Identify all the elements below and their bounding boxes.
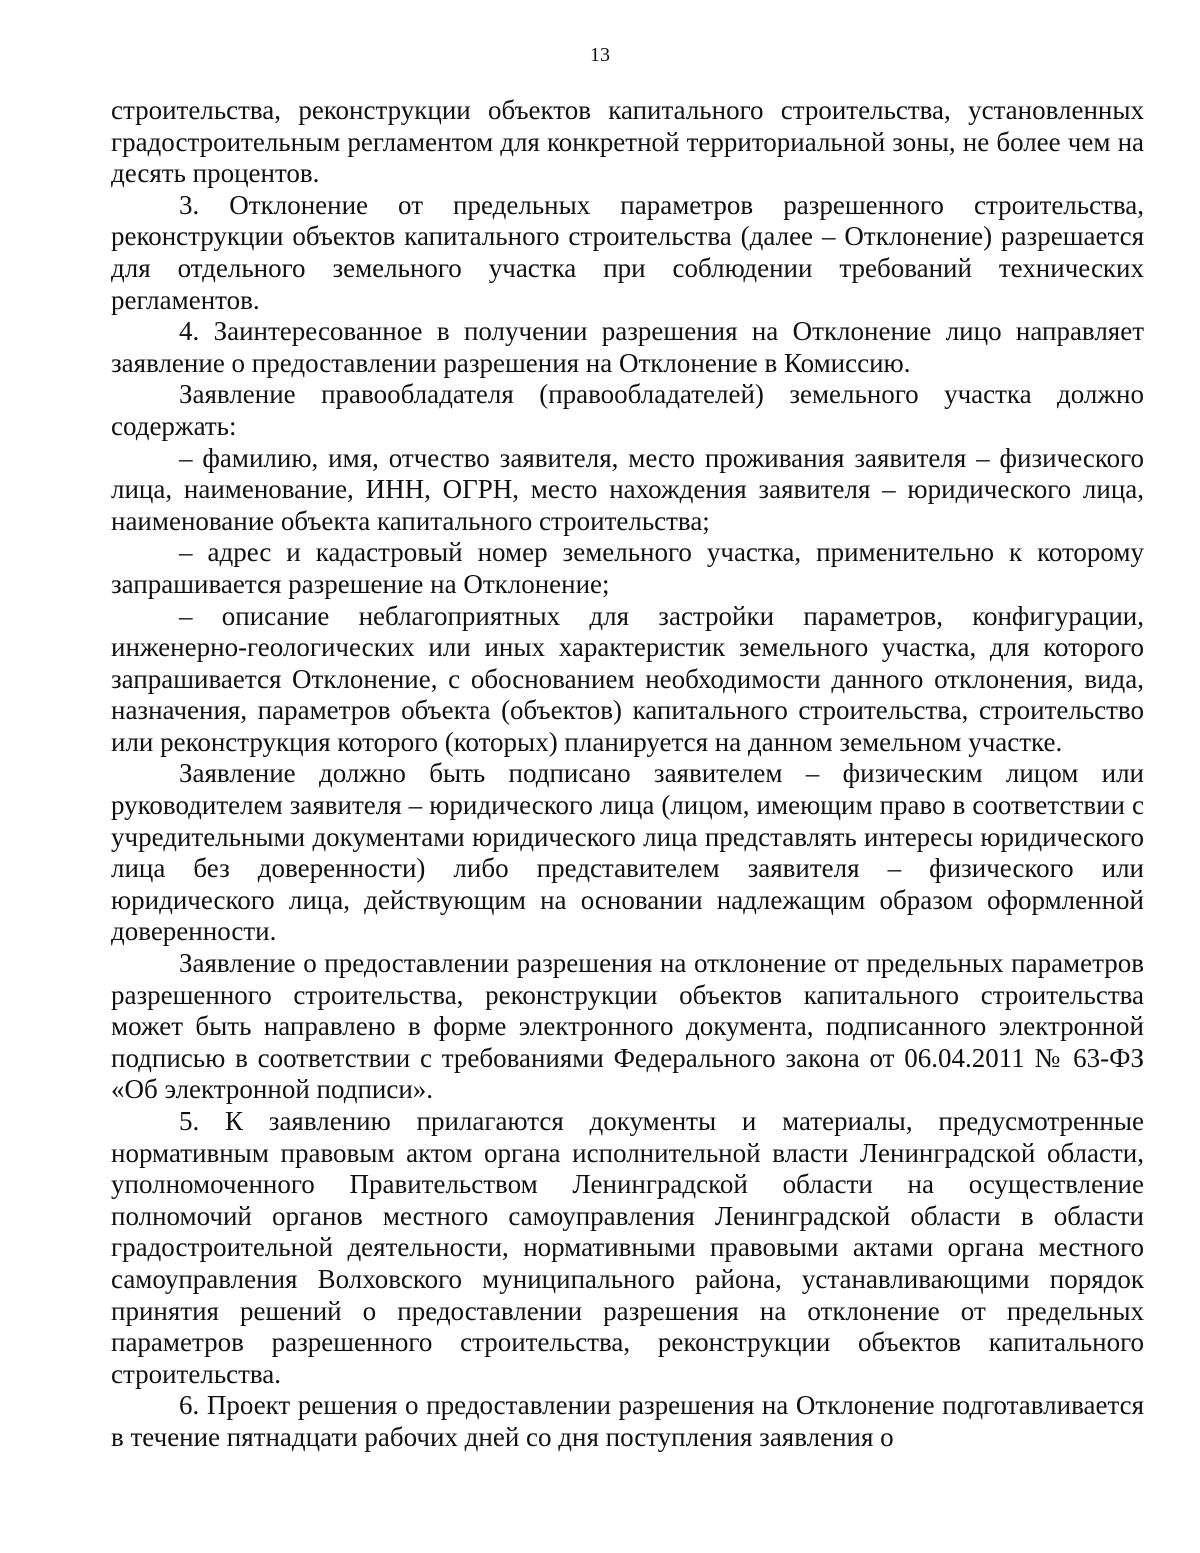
paragraph-item-4: 4. Заинтересованное в получении разрешения на Отклонение лицо направляет заявление о предоставлении разрешения на Отклонение в Комиссию. <box>111 316 1144 378</box>
paragraph-item-5: 5. К заявлению прилагаются документы и материалы, предусмотренные нормативным правовым актом органа исполнительной власти Ленинградской области, уполномоченного Правительством Ленинградской области на осуществление полномочий органов местного самоуправления Ленинградской области в области градостроительной деятельности, нормативными правовыми актами органа местного самоуправления Волховского муниципального района, устанавливающими порядок принятия решений о предоставлении разрешения на отклонение от предельных параметров разрешенного строительства, реконструкции объектов капитального строительства. <box>111 1106 1144 1389</box>
paragraph-signature: Заявление должно быть подписано заявителем – физическим лицом или руководителем заявителя – юридического лица (лицом, имеющим право в соответствии с учредительными документами юридического лица представлять интересы юридического лица без доверенности) либо представителем заявителя – физического или юридического лица, действующим на основании надлежащим образом оформленной доверенности. <box>111 758 1144 947</box>
paragraph-application-contents: Заявление правообладателя (правообладателей) земельного участка должно содержать: <box>111 379 1144 441</box>
paragraph-item-6: 6. Проект решения о предоставлении разрешения на Отклонение подготавливается в течение пятнадцати рабочих дней со дня поступления заявления о <box>111 1390 1144 1452</box>
paragraph-item-3: 3. Отклонение от предельных параметров разрешенного строительства, реконструкции объектов капитального строительства (далее – Отклонение) разрешается для отдельного земельного участка при соблюдении требований технических регламентов. <box>111 189 1144 315</box>
list-item-description: – описание неблагоприятных для застройки параметров, конфигурации, инженерно-геологических или иных характеристик земельного участка, для которого запрашивается Отклонение, с обоснованием необходимости данного отклонения, вида, назначения, параметров объекта (объектов) капитального строительства, строительство или реконструкция которого (которых) планируется на данном земельном участке. <box>111 600 1144 757</box>
paragraph-electronic-form: Заявление о предоставлении разрешения на отклонение от предельных параметров разрешенного строительства, реконструкции объектов капитального строительства может быть направлено в форме электронного документа, подписанного электронной подписью в соответствии с требованиями Федерального закона от 06.04.2011 № 63-ФЗ «Об электронной подписи». <box>111 948 1144 1105</box>
list-item-address-cadastral: – адрес и кадастровый номер земельного участка, применительно к которому запрашивается разрешение на Отклонение; <box>111 537 1144 599</box>
page-number: 13 <box>590 44 610 66</box>
document-body <box>111 95 1144 1454</box>
list-item-applicant-details: – фамилию, имя, отчество заявителя, место проживания заявителя – физического лица, наименование, ИНН, ОГРН, место нахождения заявителя – юридического лица, наименование объекта капитального строительства; <box>111 442 1144 536</box>
paragraph-continuation: строительства, реконструкции объектов капитального строительства, установленных градостроительным регламентом для конкретной территориальной зоны, не более чем на десять процентов. <box>111 95 1144 189</box>
